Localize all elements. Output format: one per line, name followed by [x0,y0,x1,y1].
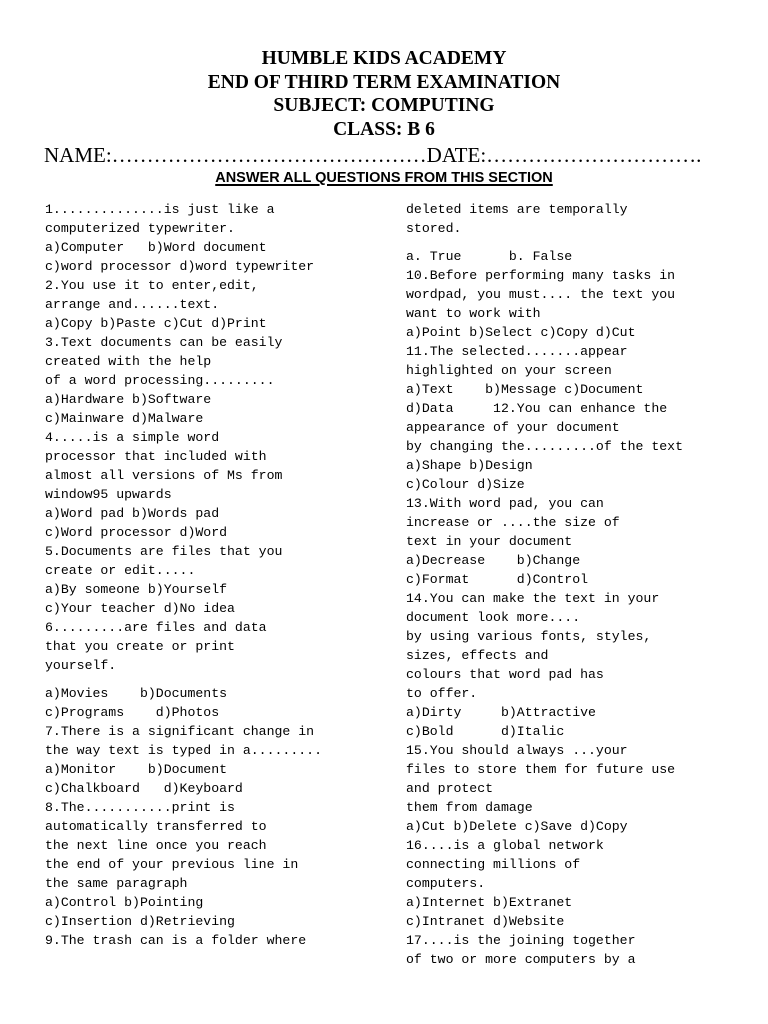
question-line: text in your document [406,534,573,549]
line-gap [406,238,683,247]
question-line: 16....is a global network [406,838,604,853]
question-line: a)Copy b)Paste c)Cut d)Print [45,316,267,331]
question-line: to offer. [406,686,478,701]
question-line: 1..............is just like a [45,202,275,217]
question-line: 2.You use it to enter,edit, [45,278,259,293]
question-line: stored. [406,221,462,236]
question-line: colours that word pad has [406,667,604,682]
question-line: 15.You should always ...your [406,743,628,758]
question-line: a)Movies b)Documents [45,686,228,701]
question-line: create or edit..... [45,563,196,578]
question-line: created with the help [45,354,212,369]
question-line: increase or ....the size of [406,515,620,530]
question-line: 11.The selected.......appear [406,344,628,359]
question-line: c)Your teacher d)No idea [45,601,235,616]
left-question-column [45,200,322,950]
question-line: c)Mainware d)Malware [45,411,204,426]
question-line: automatically transferred to [45,819,267,834]
question-line: c)Programs d)Photos [45,705,220,720]
question-line: a)Text b)Message c)Document [406,382,644,397]
question-line: sizes, effects and [406,648,549,663]
question-line: the next line once you reach [45,838,267,853]
question-line: a)Cut b)Delete c)Save d)Copy [406,819,628,834]
question-line: c)Format d)Control [406,572,589,587]
question-line: 10.Before performing many tasks in [406,268,676,283]
question-line: c)Bold d)Italic [406,724,565,739]
question-line: a)Hardware b)Software [45,392,212,407]
question-line: 7.There is a significant change in [45,724,315,739]
question-line: 9.The trash can is a folder where [45,933,307,948]
question-line: computers. [406,876,486,891]
question-line: 6.........are files and data [45,620,267,635]
exam-title: END OF THIRD TERM EXAMINATION [207,71,561,93]
question-line: a)Computer b)Word document [45,240,267,255]
right-question-column [406,200,683,969]
name-date-line: NAME:………………………………………DATE:…………………………. [44,143,702,167]
line-gap [45,675,322,684]
question-line: a)Internet b)Extranet [406,895,573,910]
question-line: computerized typewriter. [45,221,235,236]
question-line: 3.Text documents can be easily [45,335,283,350]
question-line: them from damage [406,800,533,815]
question-line: window95 upwards [45,487,172,502]
question-line: the way text is typed in a......... [45,743,322,758]
question-line: a)Monitor b)Document [45,762,228,777]
question-line: want to work with [406,306,541,321]
instruction-text: ANSWER ALL QUESTIONS FROM THIS SECTION [215,170,553,186]
question-line: wordpad, you must.... the text you [406,287,676,302]
question-line: a)Dirty b)Attractive [406,705,596,720]
question-line: c)Colour d)Size [406,477,525,492]
question-line: document look more.... [406,610,581,625]
question-line: a)Shape b)Design [406,458,533,473]
question-line: a)Decrease b)Change [406,553,581,568]
question-line: a)Word pad b)Words pad [45,506,220,521]
question-line: 14.You can make the text in your [406,591,660,606]
question-line: arrange and......text. [45,297,220,312]
question-line: c)Intranet d)Website [406,914,565,929]
question-line: appearance of your document [406,420,620,435]
exam-header [0,47,768,141]
question-line: a)By someone b)Yourself [45,582,228,597]
question-line: that you create or print [45,639,235,654]
question-line: files to store them for future use [406,762,676,777]
section-instruction [0,169,768,187]
school-name: HUMBLE KIDS ACADEMY [261,48,507,69]
question-line: the same paragraph [45,876,188,891]
class-line: CLASS: B 6 [333,118,435,140]
question-line: 4.....is a simple word [45,430,220,445]
subject-line: SUBJECT: COMPUTING [273,95,495,116]
question-line: by changing the.........of the text [406,439,683,454]
question-line: 17....is the joining together [406,933,636,948]
question-line: 8.The...........print is [45,800,235,815]
question-line: of two or more computers by a [406,952,636,967]
question-line: of a word processing......... [45,373,275,388]
question-line: c)Insertion d)Retrieving [45,914,235,929]
question-line: processor that included with [45,449,267,464]
question-line: c)word processor d)word typewriter [45,259,315,274]
question-line: a. True b. False [406,249,573,264]
question-line: highlighted on your screen [406,363,612,378]
question-line: the end of your previous line in [45,857,299,872]
question-line: c)Word processor d)Word [45,525,228,540]
question-line: by using various fonts, styles, [406,629,652,644]
question-line: connecting millions of [406,857,581,872]
question-line: almost all versions of Ms from [45,468,283,483]
question-line: 13.With word pad, you can [406,496,604,511]
question-line: deleted items are temporally [406,202,628,217]
question-line: a)Control b)Pointing [45,895,204,910]
question-line: d)Data 12.You can enhance the [406,401,668,416]
question-line: c)Chalkboard d)Keyboard [45,781,243,796]
question-line: and protect [406,781,494,796]
question-line: yourself. [45,658,117,673]
question-line: 5.Documents are files that you [45,544,283,559]
question-line: a)Point b)Select c)Copy d)Cut [406,325,636,340]
